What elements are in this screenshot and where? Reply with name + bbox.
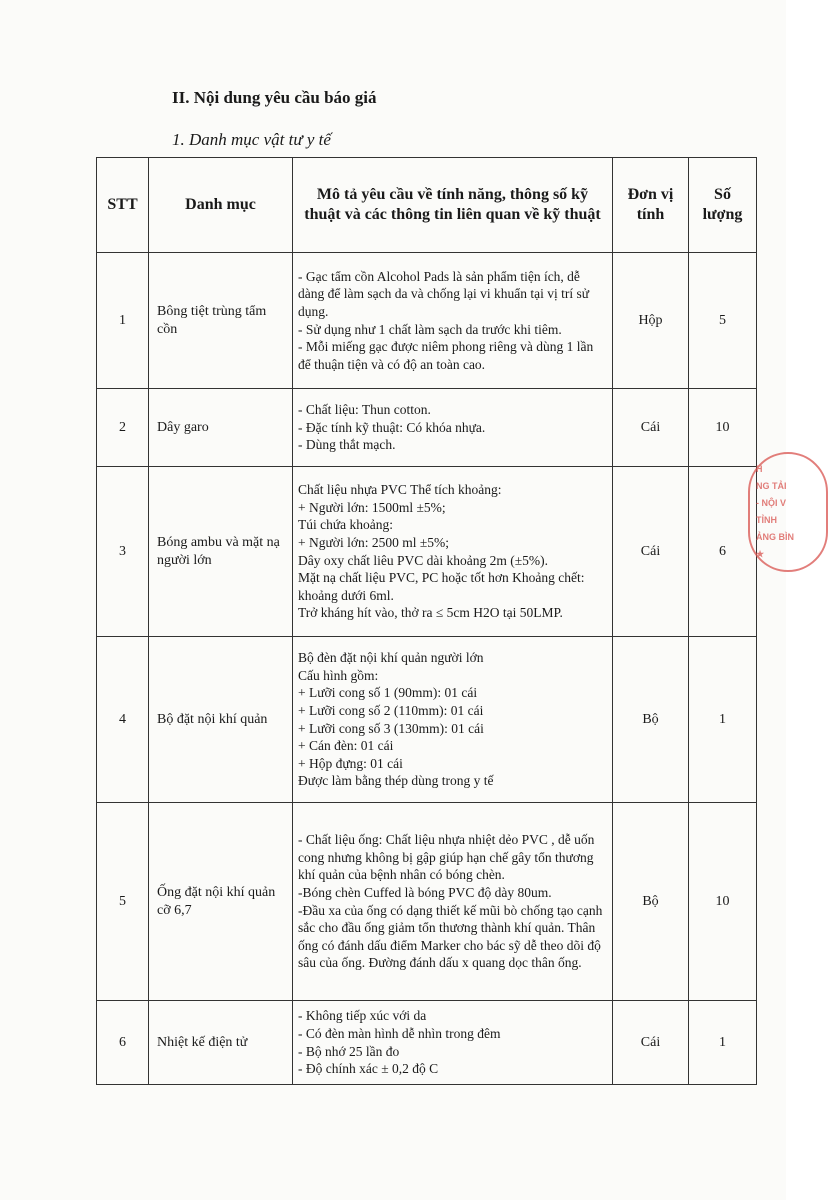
cell-stt: 5 — [97, 803, 149, 1001]
desc-line: - Có đèn màn hình dễ nhìn trong đêm — [298, 1025, 501, 1041]
desc-line: + Hộp đựng: 01 cái — [298, 755, 403, 771]
desc-line: + Lưỡi cong số 2 (110mm): 01 cái — [298, 702, 484, 718]
desc-line: - Đặc tính kỹ thuật: Có khóa nhựa. — [298, 419, 486, 435]
desc-line: + Lưỡi cong số 3 (130mm): 01 cái — [298, 720, 484, 736]
desc-line: Bộ đèn đặt nội khí quản người lớn — [298, 650, 484, 666]
stamp-text: H — [756, 464, 763, 474]
desc-line: - Chất liệu ống: Chất liệu nhựa nhiệt dẻo PVC , dễ uốn cong nhưng không bị gập giúp hạn chế gây tổn thương khí quản của bệnh nhân có bóng chèn. — [298, 832, 595, 883]
desc-line: - Sử dụng như 1 chất làm sạch da trước khi tiêm. — [298, 321, 562, 337]
desc-line: + Người lớn: 1500ml ±5%; — [298, 499, 446, 515]
stamp-text: - NỘI V — [756, 498, 787, 508]
cell-name: Bông tiệt trùng tẩm cồn — [149, 253, 293, 389]
table-row — [97, 637, 757, 803]
cell-qty: 1 — [689, 1001, 757, 1085]
table-header-row — [97, 158, 757, 253]
cell-unit: Bộ — [613, 803, 689, 1001]
desc-line: - Chất liệu: Thun cotton. — [298, 402, 431, 418]
cell-desc — [293, 803, 613, 1001]
cell-desc — [293, 389, 613, 467]
header-stt: STT — [97, 158, 149, 253]
desc-line: Cấu hình gồm: — [298, 667, 379, 683]
header-qty: Số lượng — [689, 158, 757, 253]
cell-unit: Cái — [613, 1001, 689, 1085]
cell-stt: 6 — [97, 1001, 149, 1085]
cell-desc — [293, 467, 613, 637]
cell-unit: Cái — [613, 389, 689, 467]
desc-line: Mặt nạ chất liệu PVC, PC hoặc tốt hơn Khoảng chết: khoảng dưới 6ml. — [298, 570, 585, 603]
desc-line: Dây oxy chất liêu PVC dài khoảng 2m (±5%). — [298, 552, 548, 568]
desc-line: Túi chứa khoảng: — [298, 517, 394, 533]
cell-qty: 10 — [689, 803, 757, 1001]
cell-name: Bóng ambu và mặt nạ người lớn — [149, 467, 293, 637]
cell-qty: 5 — [689, 253, 757, 389]
table-row — [97, 1001, 757, 1085]
subsection-title: 1. Danh mục vật tư y tế — [172, 130, 331, 149]
cell-name: Ống đặt nội khí quản cỡ 6,7 — [149, 803, 293, 1001]
desc-line: Trở kháng hít vào, thở ra ≤ 5cm H2O tại 50LMP. — [298, 605, 563, 621]
table-row — [97, 253, 757, 389]
desc-line: + Lưỡi cong số 1 (90mm): 01 cái — [298, 685, 478, 701]
header-unit: Đơn vị tính — [613, 158, 689, 253]
cell-unit: Bộ — [613, 637, 689, 803]
desc-line: + Cán đèn: 01 cái — [298, 738, 394, 754]
desc-line: - Độ chính xác ± 0,2 độ C — [298, 1061, 439, 1077]
header-desc: Mô tả yêu cầu về tính năng, thông số kỹ thuật và các thông tin liên quan về kỹ thuật — [293, 158, 613, 253]
desc-line: - Gạc tẩm cồn Alcohol Pads là sản phẩm tiện ích, dễ dàng để làm sạch da và chống lại vi khuẩn tại vị trí sử dụng. — [298, 268, 590, 319]
official-stamp — [748, 452, 828, 572]
stamp-star-icon: ★ — [756, 549, 765, 559]
cell-qty: 10 — [689, 389, 757, 467]
desc-line: -Đầu xa của ống có dạng thiết kế mũi bò chống tạo cạnh sắc cho đầu ống giảm tổn thương thành khí quản. Thân ống có đánh dấu điểm Marker cho bác sỹ dễ theo dõi độ sâu của ống. Đường đánh dấu x quang dọc thân ống. — [298, 902, 603, 971]
cell-name: Nhiệt kế điện tử — [149, 1001, 293, 1085]
desc-line: -Bóng chèn Cuffed là bóng PVC độ dày 80um. — [298, 884, 552, 900]
cell-qty: 1 — [689, 637, 757, 803]
table-row — [97, 389, 757, 467]
header-name: Danh mục — [149, 158, 293, 253]
table-row — [97, 467, 757, 637]
section-title: II. Nội dung yêu cầu báo giá — [172, 88, 377, 107]
cell-stt: 4 — [97, 637, 149, 803]
desc-line: - Bộ nhớ 25 lần đo — [298, 1043, 400, 1059]
supplies-table — [96, 157, 757, 1085]
desc-line: + Người lớn: 2500 ml ±5%; — [298, 534, 449, 550]
cell-desc — [293, 253, 613, 389]
cell-stt: 2 — [97, 389, 149, 467]
cell-unit: Cái — [613, 467, 689, 637]
desc-line: - Mỗi miếng gạc được niêm phong riêng và dùng 1 lần để thuận tiện và có độ an toàn cao. — [298, 339, 594, 372]
cell-name: Bộ đặt nội khí quản — [149, 637, 293, 803]
table-row — [97, 803, 757, 1001]
cell-desc — [293, 1001, 613, 1085]
cell-name: Dây garo — [149, 389, 293, 467]
stamp-text: TỈNH — [756, 515, 777, 525]
cell-stt: 3 — [97, 467, 149, 637]
desc-line: Chất liệu nhựa PVC Thể tích khoảng: — [298, 482, 502, 498]
cell-stt: 1 — [97, 253, 149, 389]
stamp-text: NG TẢI — [756, 481, 787, 491]
cell-unit: Hộp — [613, 253, 689, 389]
stamp-text: ẢNG BÌN — [756, 532, 794, 542]
cell-desc — [293, 637, 613, 803]
desc-line: - Không tiếp xúc với da — [298, 1008, 427, 1024]
desc-line: Được làm bằng thép dùng trong y tế — [298, 773, 494, 789]
desc-line: - Dùng thắt mạch. — [298, 437, 396, 453]
cell-qty: 6 — [689, 467, 757, 637]
